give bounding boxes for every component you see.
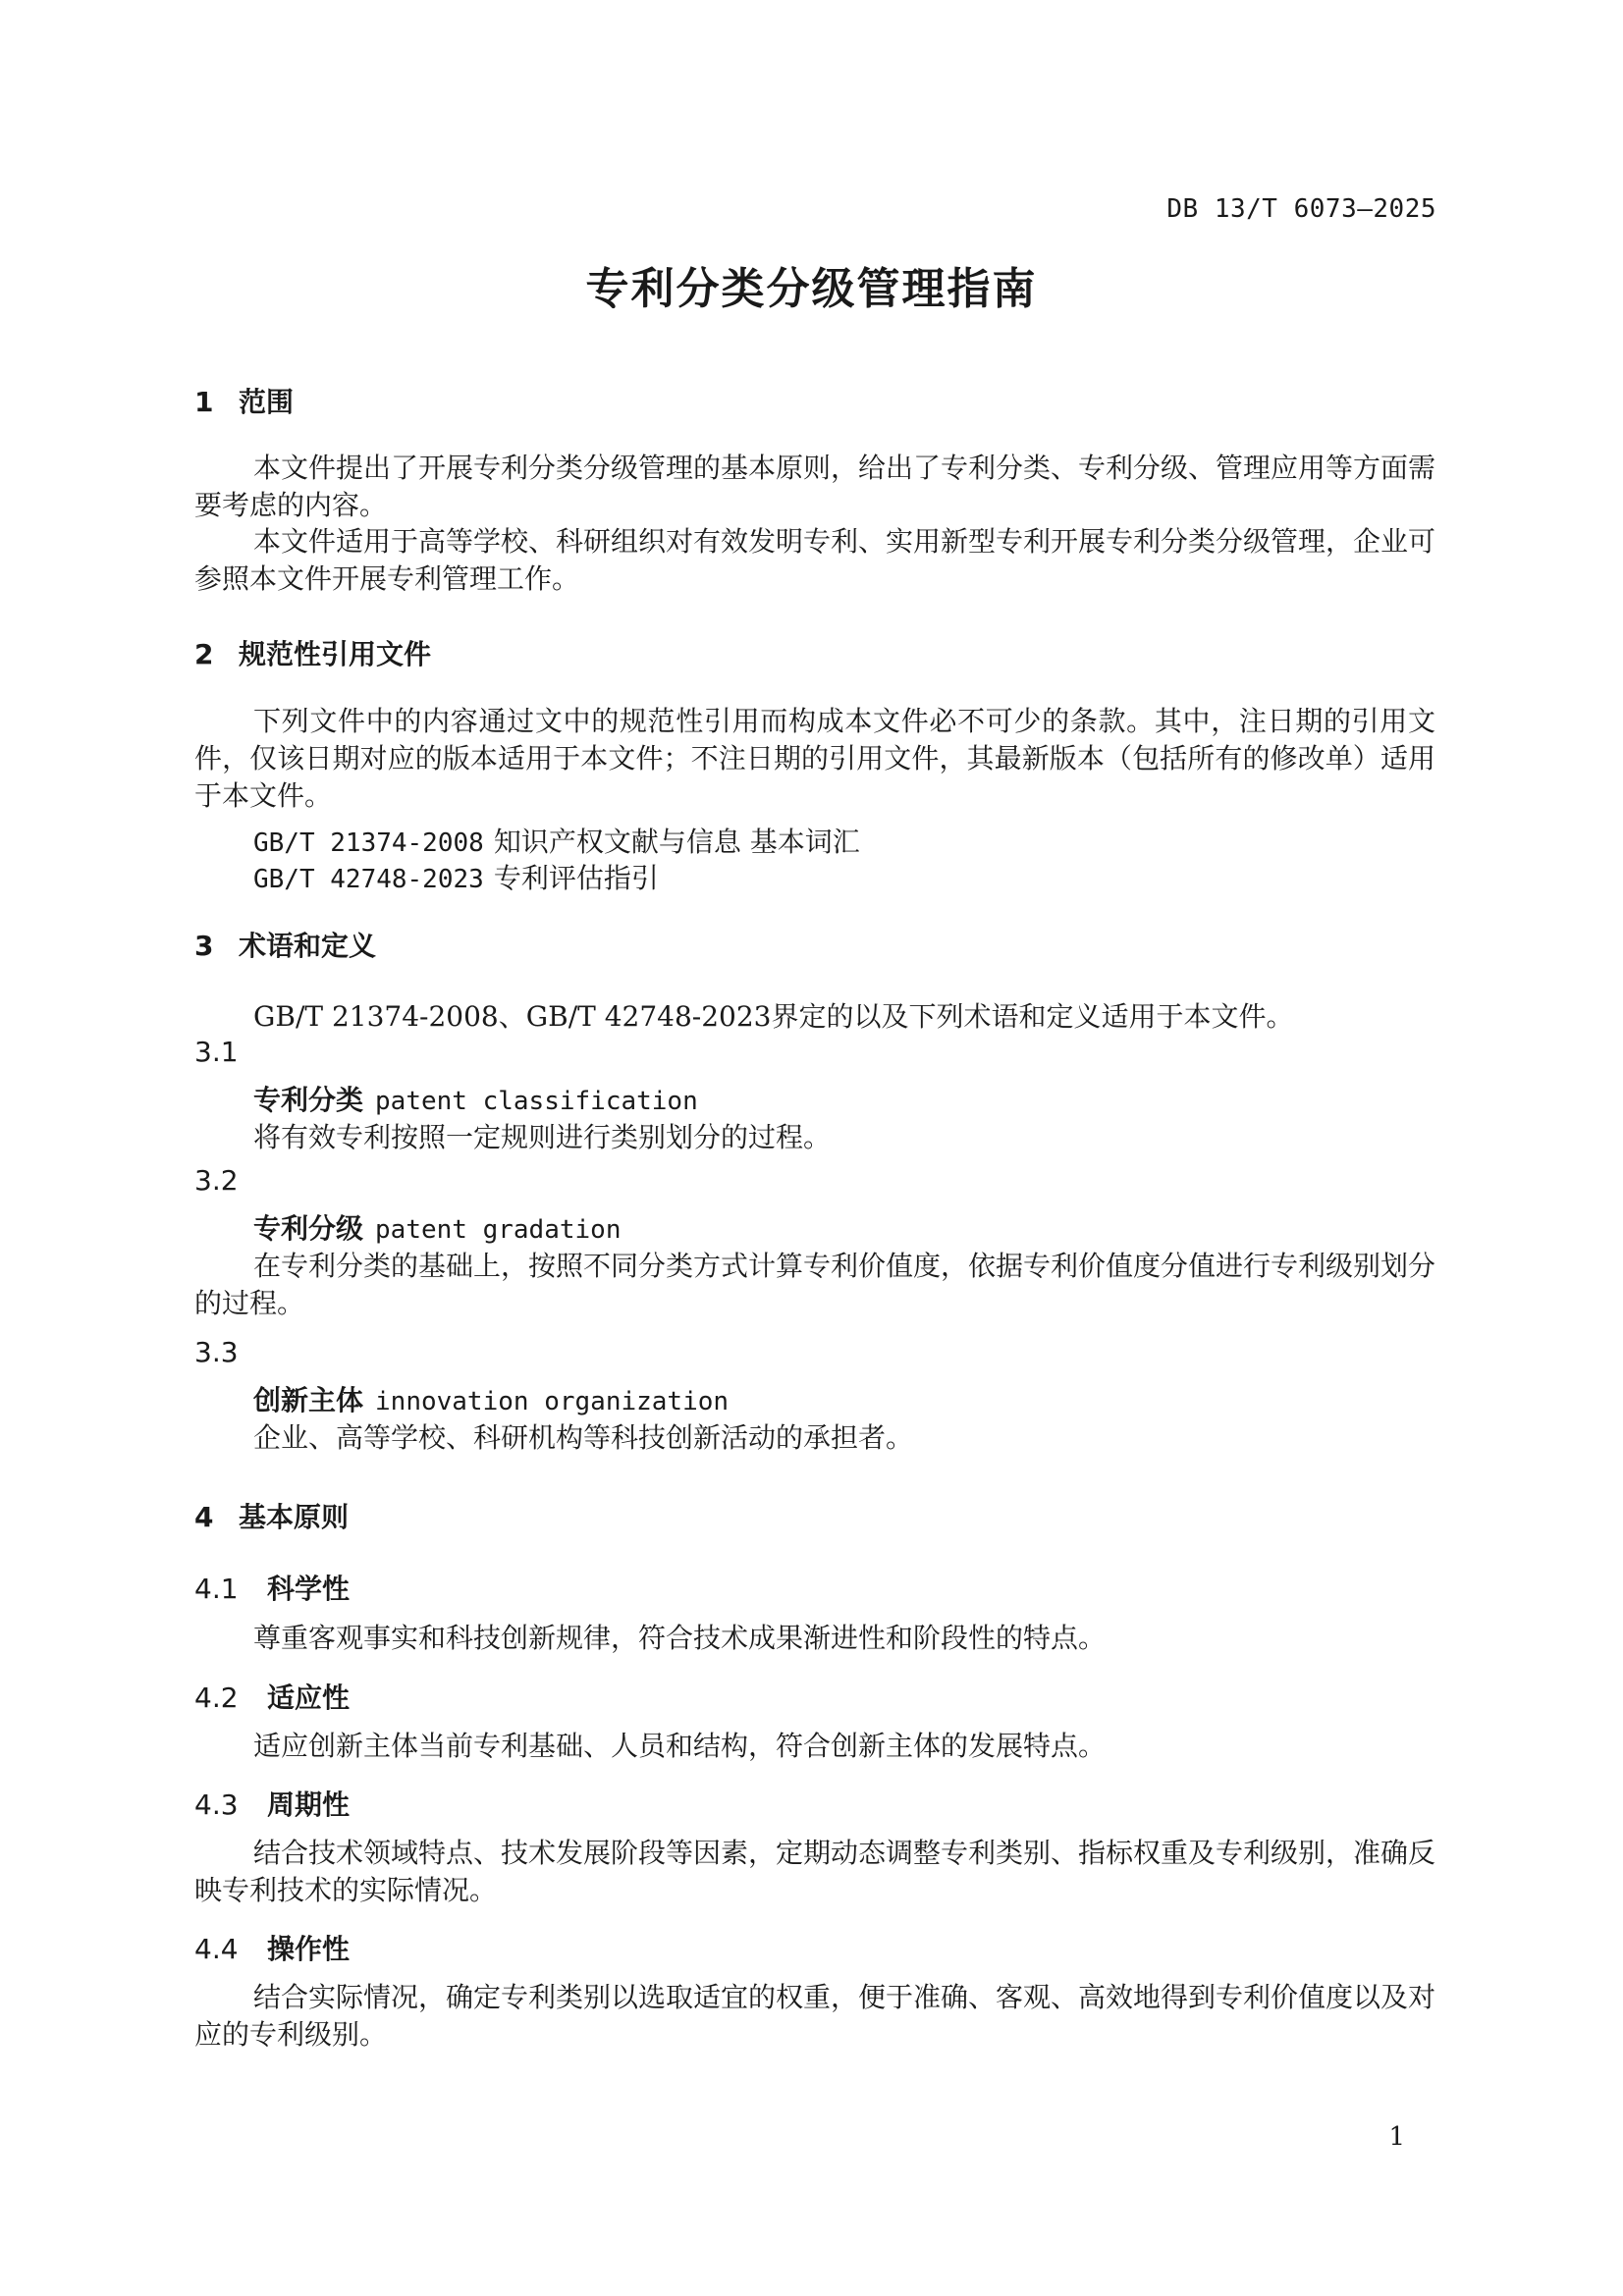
reference-code: GB/T 42748-2023	[253, 865, 484, 894]
section-title: 术语和定义	[239, 930, 377, 962]
paragraph: 本文件提出了开展专利分类分级管理的基本原则，给出了专利分类、专利分级、管理应用等方面需要考虑的内容。	[194, 452, 1436, 521]
page-title: 专利分类分级管理指南	[585, 264, 1038, 314]
section-3-heading	[194, 925, 376, 964]
term-number: 3.2	[194, 1164, 239, 1197]
subsection-number: 4.1	[194, 1573, 239, 1605]
subsection-title: 科学性	[267, 1573, 351, 1605]
term-number: 3.1	[194, 1036, 239, 1068]
reference-title: 专利评估指引	[493, 862, 659, 894]
term-name: 专利分级 patent gradation	[253, 1212, 622, 1245]
paragraph: 结合技术领域特点、技术发展阶段等因素，定期动态调整专利类别、指标权重及专利级别，准确反映专利技术的实际情况。	[194, 1837, 1436, 1906]
page-number: 1	[1388, 2122, 1405, 2152]
subsection-heading	[194, 1677, 350, 1716]
paragraph: 本文件适用于高等学校、科研组织对有效发明专利、实用新型专利开展专利分类分级管理，企业可参照本文件开展专利管理工作。	[194, 525, 1436, 595]
reference-title: 知识产权文献与信息 基本词汇	[493, 826, 860, 858]
term-definition: 在专利分类的基础上，按照不同分类方式计算专利价值度，依据专利价值度分值进行专利级别划分的过程。	[194, 1250, 1436, 1319]
paragraph: 结合实际情况，确定专利类别以选取适宜的权重，便于准确、客观、高效地得到专利价值度以及对应的专利级别。	[194, 1981, 1436, 2051]
term-number: 3.3	[194, 1336, 239, 1368]
reference-code: GB/T 21374-2008	[253, 828, 484, 858]
subsection-title: 周期性	[267, 1789, 351, 1821]
section-number: 4	[194, 1501, 214, 1533]
section-1-heading	[194, 381, 294, 420]
subsection-heading	[194, 1928, 350, 1967]
term-english: innovation organization	[375, 1387, 730, 1416]
reference-item	[253, 821, 860, 860]
term-name: 专利分类 patent classification	[253, 1084, 698, 1116]
paragraph: 下列文件中的内容通过文中的规范性引用而构成本文件必不可少的条款。其中，注日期的引用文件，仅该日期对应的版本适用于本文件；不注日期的引用文件，其最新版本（包括所有的修改单）适用于本文件。	[194, 705, 1435, 812]
subsection-title: 操作性	[267, 1933, 351, 1965]
term-name: 创新主体 innovation organization	[253, 1384, 730, 1416]
section-number: 2	[194, 638, 214, 670]
subsection-title: 适应性	[267, 1682, 351, 1714]
subsection-number: 4.3	[194, 1789, 239, 1821]
subsection-heading	[194, 1784, 350, 1823]
paragraph: 尊重客观事实和科技创新规律，符合技术成果渐进性和阶段性的特点。	[253, 1622, 1107, 1654]
paragraph: GB/T 21374-2008、GB/T 42748-2023界定的以及下列术语和定义适用于本文件。	[253, 1000, 1294, 1033]
term-english: patent gradation	[375, 1215, 622, 1245]
term-definition: 企业、高等学校、科研机构等科技创新活动的承担者。	[253, 1421, 914, 1454]
section-number: 1	[194, 386, 214, 418]
paragraph: 适应创新主体当前专利基础、人员和结构，符合创新主体的发展特点。	[253, 1730, 1107, 1762]
subsection-number: 4.2	[194, 1682, 239, 1714]
section-title: 范围	[239, 386, 295, 418]
section-4-heading	[194, 1496, 349, 1535]
subsection-heading	[194, 1568, 350, 1607]
section-2-heading	[194, 633, 431, 672]
document-code: DB 13/T 6073—2025	[1166, 194, 1436, 224]
section-title: 基本原则	[239, 1501, 350, 1533]
subsection-number: 4.4	[194, 1933, 239, 1965]
term-english: patent classification	[375, 1087, 698, 1116]
section-title: 规范性引用文件	[239, 638, 432, 670]
reference-item	[253, 857, 659, 896]
term-definition: 将有效专利按照一定规则进行类别划分的过程。	[253, 1121, 832, 1153]
section-number: 3	[194, 930, 214, 962]
